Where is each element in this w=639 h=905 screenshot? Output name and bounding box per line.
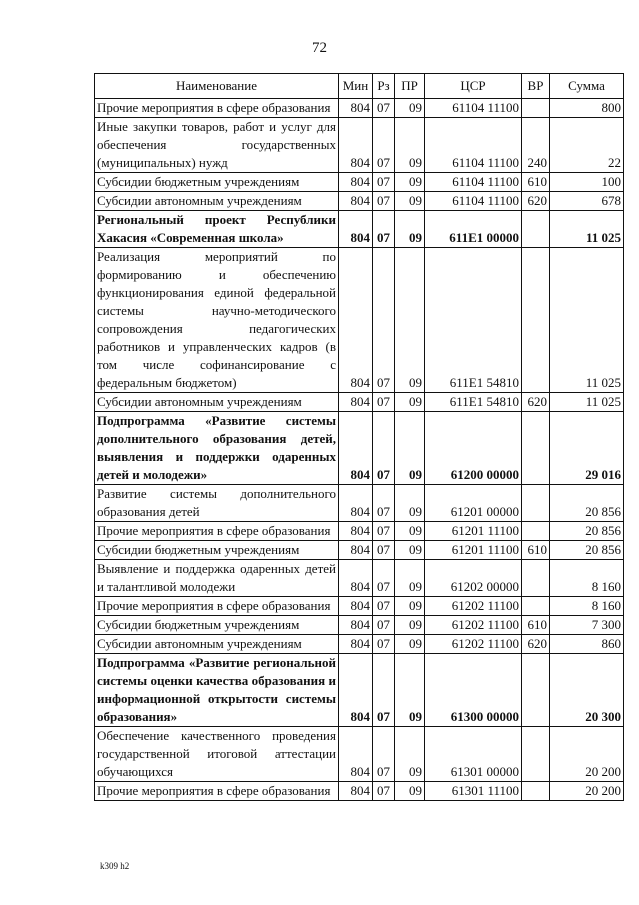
cell-sum: 20 856	[550, 485, 624, 522]
cell-rz: 07	[373, 727, 395, 782]
header-name: Наименование	[95, 74, 339, 99]
cell-vr	[522, 522, 550, 541]
cell-pr: 09	[395, 654, 425, 727]
cell-vr	[522, 782, 550, 801]
table-row	[95, 597, 624, 616]
cell-sum: 29 016	[550, 412, 624, 485]
cell-rz: 07	[373, 635, 395, 654]
cell-pr: 09	[395, 393, 425, 412]
cell-pr: 09	[395, 560, 425, 597]
cell-csr: 61301 11100	[425, 782, 522, 801]
cell-pr: 09	[395, 248, 425, 393]
cell-min: 804	[339, 99, 373, 118]
cell-rz: 07	[373, 560, 395, 597]
cell-name: Прочие мероприятия в сфере образования	[95, 782, 339, 801]
header-min: Мин	[339, 74, 373, 99]
cell-name: Субсидии автономным учреждениям	[95, 393, 339, 412]
cell-sum: 860	[550, 635, 624, 654]
table-header-row	[95, 74, 624, 99]
cell-sum: 11 025	[550, 248, 624, 393]
cell-pr: 09	[395, 485, 425, 522]
cell-rz: 07	[373, 522, 395, 541]
cell-sum: 22	[550, 118, 624, 173]
cell-csr: 611E1 00000	[425, 211, 522, 248]
table-row	[95, 560, 624, 597]
cell-vr: 620	[522, 635, 550, 654]
cell-rz: 07	[373, 118, 395, 173]
cell-sum: 20 200	[550, 782, 624, 801]
cell-csr: 61201 11100	[425, 522, 522, 541]
cell-name: Прочие мероприятия в сфере образования	[95, 597, 339, 616]
cell-name: Субсидии бюджетным учреждениям	[95, 616, 339, 635]
cell-min: 804	[339, 173, 373, 192]
cell-min: 804	[339, 560, 373, 597]
cell-min: 804	[339, 541, 373, 560]
cell-sum: 7 300	[550, 616, 624, 635]
cell-pr: 09	[395, 522, 425, 541]
cell-min: 804	[339, 654, 373, 727]
cell-csr: 61104 11100	[425, 173, 522, 192]
cell-csr: 61201 11100	[425, 541, 522, 560]
cell-vr: 240	[522, 118, 550, 173]
cell-csr: 611E1 54810	[425, 393, 522, 412]
header-rz: Рз	[373, 74, 395, 99]
table-row	[95, 616, 624, 635]
cell-csr: 611E1 54810	[425, 248, 522, 393]
cell-name: Развитие системы дополнительного образования детей	[95, 485, 339, 522]
cell-name: Обеспечение качественного проведения государственной итоговой аттестации обучающихся	[95, 727, 339, 782]
cell-rz: 07	[373, 173, 395, 192]
budget-table	[94, 73, 624, 801]
header-vr: ВР	[522, 74, 550, 99]
table-body	[95, 99, 624, 801]
table-row	[95, 412, 624, 485]
cell-csr: 61301 00000	[425, 727, 522, 782]
cell-csr: 61104 11100	[425, 99, 522, 118]
cell-vr: 620	[522, 192, 550, 211]
cell-min: 804	[339, 248, 373, 393]
cell-sum: 20 856	[550, 522, 624, 541]
table-row	[95, 173, 624, 192]
header-sum: Сумма	[550, 74, 624, 99]
cell-csr: 61202 11100	[425, 597, 522, 616]
cell-rz: 07	[373, 616, 395, 635]
cell-pr: 09	[395, 635, 425, 654]
cell-vr	[522, 248, 550, 393]
footer-code: k309 h2	[100, 861, 130, 871]
cell-sum: 20 200	[550, 727, 624, 782]
cell-name: Реализация мероприятий по формированию и обеспечению функционирования единой федеральной системы научно-методического сопровождения педагогических работников и управленческих кадров (в том числе софинансирование с федеральным бюджетом)	[95, 248, 339, 393]
cell-sum: 20 300	[550, 654, 624, 727]
cell-min: 804	[339, 118, 373, 173]
cell-name: Иные закупки товаров, работ и услуг для обеспечения государственных (муниципальных) нужд	[95, 118, 339, 173]
cell-name: Подпрограмма «Развитие региональной системы оценки качества образования и информационной открытости системы образования»	[95, 654, 339, 727]
cell-sum: 11 025	[550, 211, 624, 248]
table-row	[95, 635, 624, 654]
cell-rz: 07	[373, 412, 395, 485]
cell-min: 804	[339, 412, 373, 485]
table-row	[95, 782, 624, 801]
cell-sum: 20 856	[550, 541, 624, 560]
cell-pr: 09	[395, 118, 425, 173]
cell-name: Подпрограмма «Развитие системы дополнительного образования детей, выявления и поддержки одаренных детей и молодежи»	[95, 412, 339, 485]
cell-name: Субсидии бюджетным учреждениям	[95, 173, 339, 192]
cell-csr: 61201 00000	[425, 485, 522, 522]
cell-rz: 07	[373, 782, 395, 801]
table-row	[95, 727, 624, 782]
cell-name: Субсидии автономным учреждениям	[95, 192, 339, 211]
cell-rz: 07	[373, 248, 395, 393]
cell-name: Выявление и поддержка одаренных детей и талантливой молодежи	[95, 560, 339, 597]
table-row	[95, 393, 624, 412]
cell-csr: 61200 00000	[425, 412, 522, 485]
cell-sum: 800	[550, 99, 624, 118]
cell-sum: 678	[550, 192, 624, 211]
cell-min: 804	[339, 635, 373, 654]
cell-rz: 07	[373, 393, 395, 412]
cell-rz: 07	[373, 485, 395, 522]
cell-name: Прочие мероприятия в сфере образования	[95, 99, 339, 118]
cell-name: Региональный проект Республики Хакасия «Современная школа»	[95, 211, 339, 248]
cell-sum: 8 160	[550, 597, 624, 616]
cell-name: Субсидии автономным учреждениям	[95, 635, 339, 654]
cell-min: 804	[339, 211, 373, 248]
cell-vr	[522, 727, 550, 782]
cell-vr: 610	[522, 173, 550, 192]
cell-min: 804	[339, 782, 373, 801]
cell-rz: 07	[373, 192, 395, 211]
cell-pr: 09	[395, 192, 425, 211]
cell-sum: 8 160	[550, 560, 624, 597]
cell-rz: 07	[373, 597, 395, 616]
cell-min: 804	[339, 522, 373, 541]
cell-min: 804	[339, 727, 373, 782]
cell-vr	[522, 560, 550, 597]
cell-rz: 07	[373, 99, 395, 118]
cell-rz: 07	[373, 541, 395, 560]
cell-vr	[522, 597, 550, 616]
cell-min: 804	[339, 192, 373, 211]
cell-pr: 09	[395, 727, 425, 782]
cell-pr: 09	[395, 173, 425, 192]
cell-vr: 620	[522, 393, 550, 412]
table-row	[95, 248, 624, 393]
cell-csr: 61104 11100	[425, 118, 522, 173]
cell-rz: 07	[373, 654, 395, 727]
page-number: 72	[312, 40, 327, 56]
cell-vr: 610	[522, 541, 550, 560]
cell-rz: 07	[373, 211, 395, 248]
cell-csr: 61202 11100	[425, 635, 522, 654]
cell-csr: 61202 11100	[425, 616, 522, 635]
cell-pr: 09	[395, 412, 425, 485]
cell-sum: 11 025	[550, 393, 624, 412]
cell-min: 804	[339, 616, 373, 635]
cell-pr: 09	[395, 211, 425, 248]
cell-vr	[522, 211, 550, 248]
table-row	[95, 485, 624, 522]
table-row	[95, 522, 624, 541]
cell-min: 804	[339, 485, 373, 522]
table-row	[95, 541, 624, 560]
cell-vr	[522, 654, 550, 727]
cell-csr: 61300 00000	[425, 654, 522, 727]
cell-pr: 09	[395, 541, 425, 560]
table-row	[95, 211, 624, 248]
cell-vr	[522, 99, 550, 118]
cell-min: 804	[339, 597, 373, 616]
cell-min: 804	[339, 393, 373, 412]
header-pr: ПР	[395, 74, 425, 99]
cell-csr: 61104 11100	[425, 192, 522, 211]
cell-vr	[522, 485, 550, 522]
table-row	[95, 99, 624, 118]
cell-name: Субсидии бюджетным учреждениям	[95, 541, 339, 560]
table-row	[95, 654, 624, 727]
cell-pr: 09	[395, 597, 425, 616]
cell-vr: 610	[522, 616, 550, 635]
header-csr: ЦСР	[425, 74, 522, 99]
cell-pr: 09	[395, 616, 425, 635]
cell-name: Прочие мероприятия в сфере образования	[95, 522, 339, 541]
cell-csr: 61202 00000	[425, 560, 522, 597]
table-row	[95, 192, 624, 211]
cell-sum: 100	[550, 173, 624, 192]
table-row	[95, 118, 624, 173]
cell-pr: 09	[395, 99, 425, 118]
cell-vr	[522, 412, 550, 485]
cell-pr: 09	[395, 782, 425, 801]
